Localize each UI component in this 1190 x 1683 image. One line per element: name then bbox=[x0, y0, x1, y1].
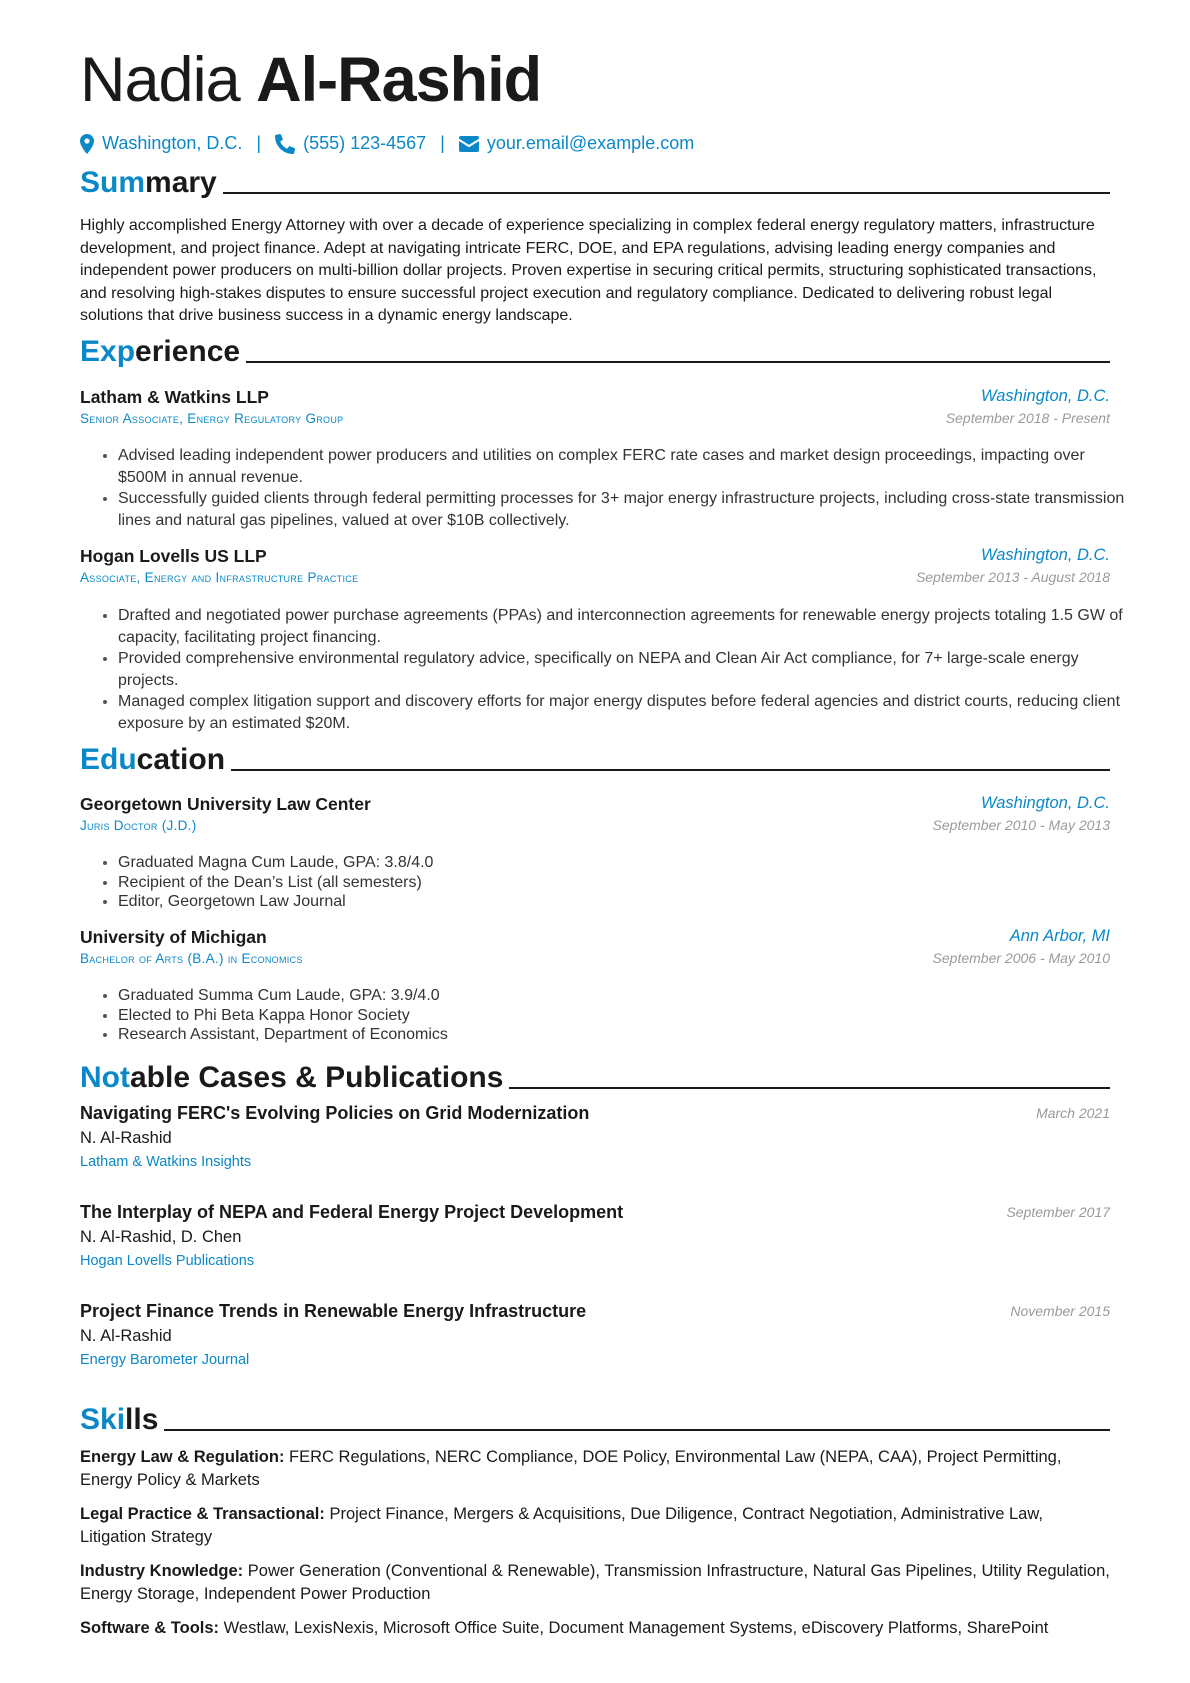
list-item: • Advised leading independent power producers and utilities on complex FERC rate cases and market design proceedings, impacting over $500M in annual revenue. bbox=[118, 445, 1128, 488]
candidate-name bbox=[80, 42, 541, 118]
list-item: • Successfully guided clients through federal permitting processes for 3+ major energy infrastructure projects, including cross-state transmission lines and natural gas pipelines, valued at over $10B collectively. bbox=[118, 488, 1128, 531]
skill-label: Software & Tools: bbox=[80, 1619, 220, 1637]
location-text: Washington, D.C. bbox=[102, 133, 243, 153]
publication-authors: N. Al-Rashid bbox=[80, 1327, 172, 1345]
skill-text: Power Generation (Conventional & Renewable), Transmission Infrastructure, Natural Gas Pipelines, Utility Regulation, Energy Storage, Independent Power Production bbox=[80, 1562, 1110, 1603]
skill-row-legal-practice bbox=[80, 1503, 1110, 1548]
employer-name: Latham & Watkins LLP bbox=[80, 387, 269, 407]
publication-title: The Interplay of NEPA and Federal Energy Project Development bbox=[80, 1202, 624, 1222]
experience-heading: Experience bbox=[80, 331, 1110, 369]
publication-date: March 2021 bbox=[1036, 1105, 1110, 1121]
list-item: • Recipient of the Dean’s List (all semesters) bbox=[118, 873, 1128, 893]
list-item: • Managed complex litigation support and discovery efforts for major energy disputes before federal agencies and district courts, reducing client exposure by an estimated $20M. bbox=[118, 691, 1128, 734]
list-item: • Provided comprehensive environmental regulatory advice, specifically on NEPA and Clean Air Act compliance, for 7+ large-scale energy projects. bbox=[118, 648, 1128, 691]
envelope-icon bbox=[459, 136, 479, 152]
publication-venue: Energy Barometer Journal bbox=[80, 1352, 250, 1368]
list-item: • Elected to Phi Beta Kappa Honor Society bbox=[118, 1006, 1128, 1026]
section-rule bbox=[223, 192, 1110, 194]
publication-venue: Latham & Watkins Insights bbox=[80, 1154, 252, 1170]
employer-name: Hogan Lovells US LLP bbox=[80, 546, 267, 566]
map-pin-icon bbox=[80, 134, 94, 154]
school-dates: September 2006 - May 2010 bbox=[932, 950, 1110, 966]
experience-bullets-1 bbox=[100, 445, 1128, 531]
skill-row-industry-knowledge bbox=[80, 1560, 1110, 1605]
publication-venue: Hogan Lovells Publications bbox=[80, 1253, 255, 1269]
publications-heading: Notable Cases & Publications bbox=[80, 1057, 1110, 1095]
job-location: Washington, D.C. bbox=[980, 387, 1110, 405]
publication-authors: N. Al-Rashid bbox=[80, 1129, 172, 1147]
list-item: • Research Assistant, Department of Economics bbox=[118, 1025, 1128, 1045]
school-location: Washington, D.C. bbox=[980, 794, 1110, 812]
last-name: Al-Rashid bbox=[256, 45, 542, 115]
phone-text: (555) 123-4567 bbox=[303, 133, 427, 153]
school-name: Georgetown University Law Center bbox=[80, 794, 371, 814]
job-location: Washington, D.C. bbox=[980, 546, 1110, 564]
summary-text: Highly accomplished Energy Attorney with over a decade of experience specializing in complex federal energy regulatory matters, infrastructure development, and project finance. Adept at navigating intricate FERC, DOE, and EPA regulations, advising leading energy companies and independent power producers on multi-billion dollar projects. Proven expertise in securing critical permits, structuring sophisticated transactions, and resolving high-stakes disputes to ensure successful project execution and regulatory compliance. Dedicated to delivering robust legal solutions that drive business success in a dynamic energy landscape. bbox=[80, 217, 1097, 325]
skill-text: Westlaw, LexisNexis, Microsoft Office Suite, Document Management Systems, eDiscovery Platforms, SharePoint bbox=[223, 1619, 1049, 1637]
skill-label: Legal Practice & Transactional: bbox=[80, 1505, 325, 1523]
summary-heading: Summary bbox=[80, 162, 1110, 200]
list-item: • Graduated Magna Cum Laude, GPA: 3.8/4.0 bbox=[118, 853, 1128, 873]
publication-authors: N. Al-Rashid, D. Chen bbox=[80, 1228, 242, 1246]
job-dates: September 2018 - Present bbox=[945, 410, 1110, 426]
degree: Juris Doctor (J.D.) bbox=[80, 818, 197, 833]
separator: | bbox=[256, 133, 262, 153]
email-link[interactable]: your.email@example.com bbox=[486, 133, 695, 153]
section-rule bbox=[164, 1429, 1110, 1431]
experience-bullets-2 bbox=[100, 605, 1128, 734]
list-item: • Graduated Summa Cum Laude, GPA: 3.9/4.0 bbox=[118, 986, 1128, 1006]
job-title: Associate, Energy and Infrastructure Practice bbox=[80, 570, 359, 585]
skill-label: Industry Knowledge: bbox=[80, 1562, 244, 1580]
list-item: • Drafted and negotiated power purchase agreements (PPAs) and interconnection agreements for renewable energy projects totaling 1.5 GW of capacity, facilitating project financing. bbox=[118, 605, 1128, 648]
phone-icon bbox=[275, 134, 295, 154]
publication-title: Navigating FERC's Evolving Policies on Grid Modernization bbox=[80, 1103, 590, 1123]
school-location: Ann Arbor, MI bbox=[1009, 927, 1110, 945]
school-name: University of Michigan bbox=[80, 927, 267, 947]
job-title: Senior Associate, Energy Regulatory Group bbox=[80, 411, 344, 426]
degree: Bachelor of Arts (B.A.) in Economics bbox=[80, 951, 303, 966]
education-bullets-2 bbox=[100, 986, 1128, 1045]
skill-text: Project Finance, Mergers & Acquisitions, Due Diligence, Contract Negotiation, Administrative Law, Litigation Strategy bbox=[80, 1505, 1043, 1546]
first-name: Nadia bbox=[80, 45, 240, 115]
school-dates: September 2010 - May 2013 bbox=[932, 817, 1110, 833]
section-rule bbox=[231, 769, 1110, 771]
publication-title: Project Finance Trends in Renewable Energy Infrastructure bbox=[80, 1301, 587, 1321]
section-rule bbox=[509, 1087, 1110, 1089]
skill-row-energy-law bbox=[80, 1446, 1110, 1491]
skill-text: FERC Regulations, NERC Compliance, DOE Policy, Environmental Law (NEPA, CAA), Project Permitting, Energy Policy & Markets bbox=[80, 1448, 1062, 1489]
education-heading: Education bbox=[80, 739, 1110, 777]
publication-date: November 2015 bbox=[1010, 1303, 1110, 1319]
education-bullets-1 bbox=[100, 853, 1128, 912]
skill-label: Energy Law & Regulation: bbox=[80, 1448, 285, 1466]
publication-date: September 2017 bbox=[1006, 1204, 1110, 1220]
contact-line bbox=[80, 133, 694, 154]
skill-row-software-tools bbox=[80, 1617, 1110, 1640]
skills-heading: Skills bbox=[80, 1399, 1110, 1437]
job-dates: September 2013 - August 2018 bbox=[915, 569, 1110, 585]
section-rule bbox=[246, 361, 1110, 363]
list-item: • Editor, Georgetown Law Journal bbox=[118, 892, 1128, 912]
separator: | bbox=[440, 133, 445, 153]
